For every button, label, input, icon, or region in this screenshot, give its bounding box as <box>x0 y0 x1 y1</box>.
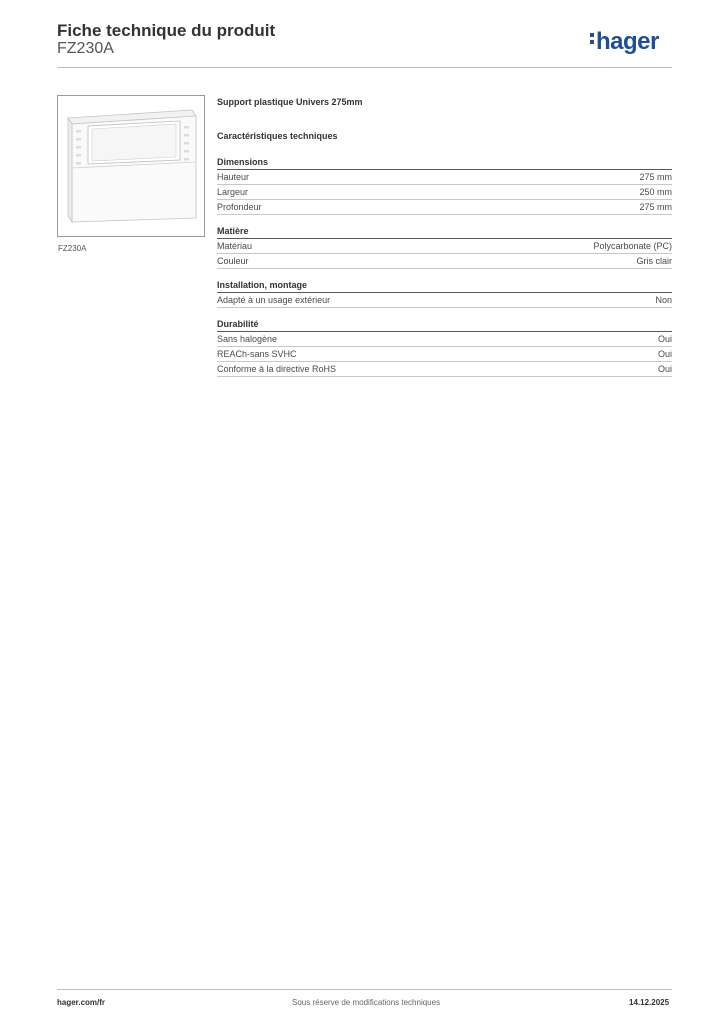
spec-table <box>217 95 672 386</box>
table-row <box>217 239 672 254</box>
row-value: Oui <box>657 364 672 374</box>
product-code: FZ230A <box>57 40 114 57</box>
section-dimensions <box>217 155 672 215</box>
row-label: Hauteur <box>217 172 250 182</box>
row-label: REACh-sans SVHC <box>217 349 297 359</box>
page-title: Fiche technique du produit <box>57 21 276 40</box>
table-row <box>217 185 672 200</box>
row-label: Couleur <box>217 256 249 266</box>
row-label: Conforme à la directive RoHS <box>217 364 337 374</box>
row-label: Largeur <box>217 187 249 197</box>
table-row <box>217 200 672 215</box>
row-label: Matériau <box>217 241 253 251</box>
row-label: Adapté à un usage extérieur <box>217 295 331 305</box>
table-row <box>217 347 672 362</box>
row-value: Non <box>655 295 672 305</box>
section-durabilite <box>217 317 672 377</box>
row-value: 250 mm <box>639 187 672 197</box>
row-value: Polycarbonate (PC) <box>593 241 672 251</box>
section-title: Matière <box>217 224 672 239</box>
section-matiere <box>217 224 672 269</box>
row-label: Profondeur <box>217 202 262 212</box>
logo-colon-icon <box>590 30 596 47</box>
table-row <box>217 362 672 377</box>
table-row <box>217 170 672 185</box>
section-installation <box>217 278 672 308</box>
spec-subtitle: Caractéristiques techniques <box>217 131 338 141</box>
image-caption: FZ230A <box>58 244 87 253</box>
header-divider <box>57 67 672 68</box>
footer-date: 14.12.2025 <box>629 998 670 1007</box>
section-title: Durabilité <box>217 317 672 332</box>
row-value: 275 mm <box>639 202 672 212</box>
section-title: Dimensions <box>217 155 672 170</box>
row-value: Gris clair <box>636 256 672 266</box>
product-image <box>57 95 205 237</box>
row-label: Sans halogène <box>217 334 278 344</box>
table-row <box>217 293 672 308</box>
table-row <box>217 332 672 347</box>
section-title: Installation, montage <box>217 278 672 293</box>
product-illustration <box>58 96 204 236</box>
row-value: 275 mm <box>639 172 672 182</box>
footer-disclaimer: Sous réserve de modifications techniques <box>292 998 441 1007</box>
row-value: Oui <box>657 349 672 359</box>
product-name: Support plastique Univers 275mm <box>217 97 363 107</box>
logo-text: hager <box>596 28 659 55</box>
table-row <box>217 254 672 269</box>
hager-logo <box>590 28 659 56</box>
footer-website-link[interactable]: hager.com/fr <box>57 998 106 1007</box>
footer-divider <box>57 989 672 990</box>
row-value: Oui <box>657 334 672 344</box>
